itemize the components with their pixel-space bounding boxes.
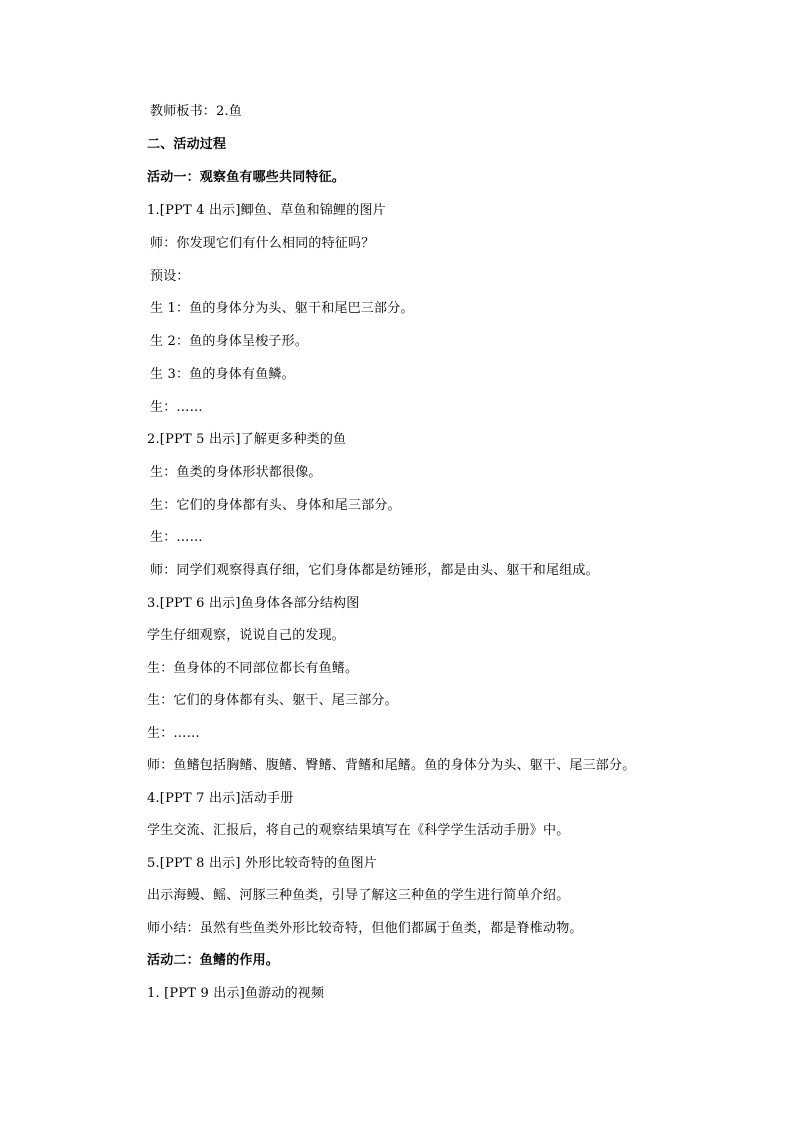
student-ellipsis-1: 生：……	[150, 400, 203, 415]
teacher-conclusion: 师小结：虽然有些鱼类外形比较奇特，但他们都属于鱼类，都是脊椎动物。	[147, 921, 583, 936]
teacher-question: 师：你发现它们有什么相同的特征吗？	[150, 236, 375, 251]
student-answer-shape: 生：鱼类的身体形状都很像。	[150, 465, 322, 480]
student-answer-parts: 生：它们的身体都有头、身体和尾三部分。	[150, 498, 401, 513]
student-1-answer: 生 1：鱼的身体分为头、躯干和尾巴三部分。	[150, 301, 414, 316]
board-writing-line: 教师板书：2.鱼	[150, 104, 243, 119]
preset-label: 预设：	[150, 269, 190, 284]
step-5-heading: 5.[PPT 8 出示] 外形比较奇特的鱼图片	[147, 856, 377, 871]
step-2-heading: 2.[PPT 5 出示]了解更多种类的鱼	[147, 432, 347, 447]
step-1-heading: 1.[PPT 4 出示]鲫鱼、草鱼和锦鲤的图片	[147, 203, 386, 218]
special-fish-line: 出示海鳗、鳐、河豚三种鱼类，引导了解这三种鱼的学生进行简单介绍。	[147, 888, 570, 903]
teacher-summary-fins: 师：鱼鳍包括胸鳍、腹鳍、臀鳍、背鳍和尾鳍。鱼的身体分为头、躯干、尾三部分。	[147, 758, 636, 773]
activity-two-step-1: 1. [PPT 9 出示]鱼游动的视频	[147, 986, 325, 1001]
step-3-heading: 3.[PPT 6 出示]鱼身体各部分结构图	[147, 596, 360, 611]
activity-one-heading: 活动一：观察鱼有哪些共同特征。	[147, 170, 346, 185]
student-answer-fins: 生：鱼身体的不同部位都长有鱼鳍。	[147, 661, 359, 676]
step-4-heading: 4.[PPT 7 出示]活动手册	[147, 791, 294, 806]
student-observe-line: 学生仔细观察，说说自己的发现。	[147, 628, 346, 643]
student-2-answer: 生 2：鱼的身体呈梭子形。	[150, 334, 309, 349]
student-ellipsis-3: 生：……	[147, 726, 200, 741]
student-3-answer: 生 3：鱼的身体有鱼鳞。	[150, 367, 295, 382]
student-ellipsis-2: 生：……	[150, 530, 203, 545]
student-report-line: 学生交流、汇报后，将自己的观察结果填写在《科学学生活动手册》中。	[147, 823, 570, 838]
student-answer-body-parts: 生：它们的身体都有头、躯干、尾三部分。	[147, 693, 398, 708]
section-heading-activity-process: 二、活动过程	[147, 137, 227, 152]
teacher-summary-1: 师：同学们观察得真仔细，它们身体都是纺锤形，都是由头、躯干和尾组成。	[150, 563, 599, 578]
activity-two-heading: 活动二：鱼鳍的作用。	[147, 953, 280, 968]
